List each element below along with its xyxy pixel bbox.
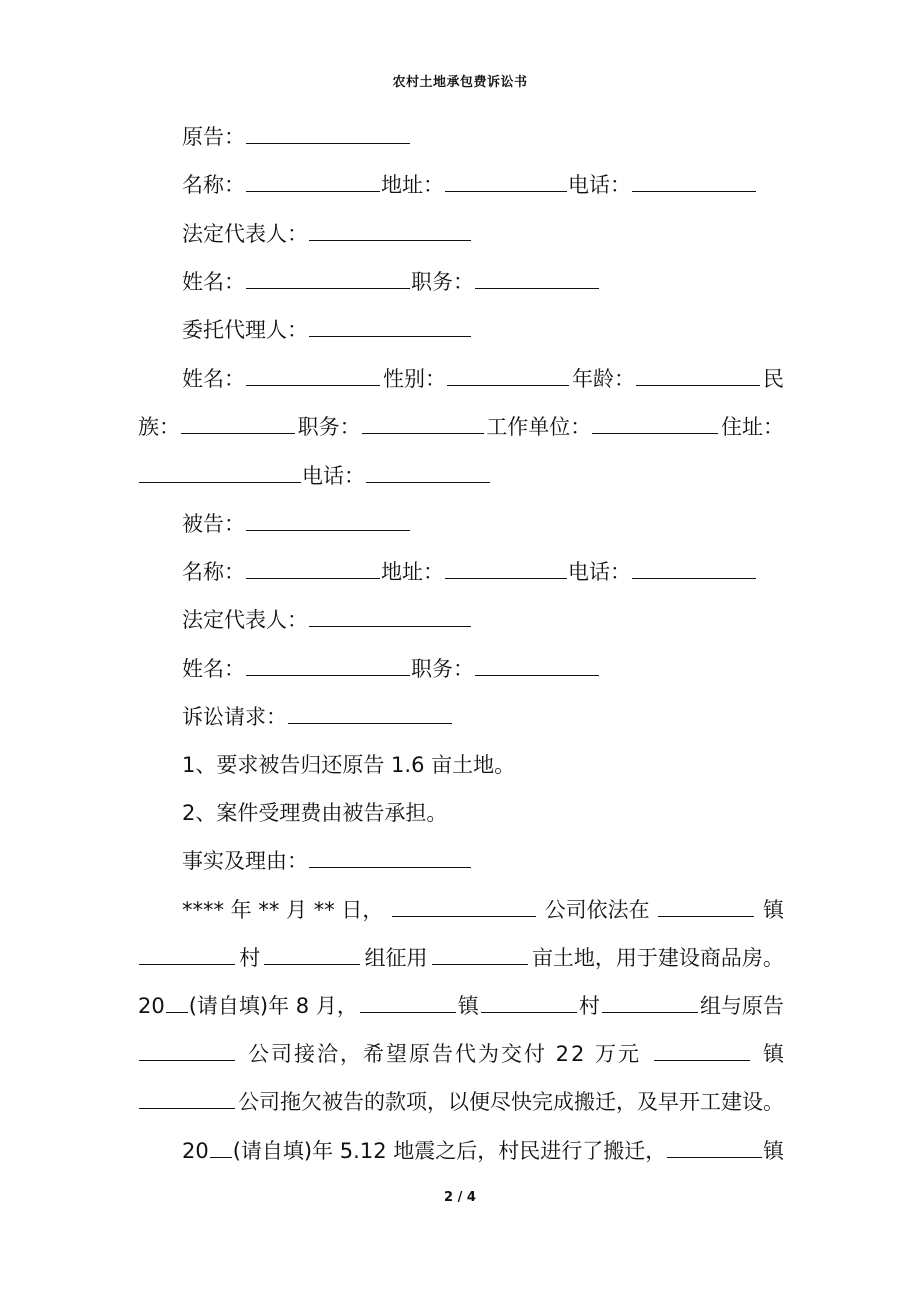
agent-age-blank[interactable] — [636, 384, 760, 386]
facts-p1-line5 — [138, 1087, 784, 1117]
facts-town2-blank[interactable] — [360, 1011, 456, 1013]
defendant-phone-label: 电话： — [568, 560, 631, 584]
plaintiff-legal-rep-label: 法定代表人： — [182, 222, 308, 246]
agent-phone-blank[interactable] — [366, 481, 490, 483]
facts-p1-line1 — [138, 895, 784, 925]
plaintiff-position-label: 职务： — [411, 270, 474, 294]
facts-mu-blank[interactable] — [432, 963, 528, 965]
defendant-person-line — [138, 654, 784, 684]
facts-town3: 镇 — [762, 1042, 784, 1066]
defendant-name-line — [138, 557, 784, 587]
facts-company-blank[interactable] — [392, 915, 536, 917]
document-title: 农村土地承包费诉讼书 — [392, 75, 528, 90]
facts-mu-land: 亩土地，用于建设商品房。 — [531, 946, 784, 970]
facts-town-blank[interactable] — [658, 915, 754, 917]
defendant-address-blank[interactable] — [445, 577, 567, 579]
plaintiff-person-name-blank[interactable] — [246, 287, 410, 289]
defendant-person-name-label: 姓名： — [182, 657, 245, 681]
plaintiff-phone-label: 电话： — [568, 173, 631, 197]
defendant-name-blank[interactable] — [246, 577, 380, 579]
defendant-position-blank[interactable] — [475, 674, 599, 676]
agent-blank[interactable] — [309, 335, 471, 337]
defendant-name-label: 名称： — [182, 560, 245, 584]
plaintiff-person-name-label: 姓名： — [182, 270, 245, 294]
plaintiff-name-line — [138, 170, 784, 200]
agent-name-blank[interactable] — [246, 384, 380, 386]
plaintiff-legal-rep-blank[interactable] — [309, 239, 471, 241]
defendant-phone-blank[interactable] — [632, 577, 756, 579]
facts-p2-town: 镇 — [763, 1139, 784, 1163]
facts-year-prefix: 20 — [138, 994, 165, 1018]
claims-blank[interactable] — [288, 722, 452, 724]
plaintiff-position-blank[interactable] — [475, 287, 599, 289]
plaintiff-line — [138, 122, 784, 152]
plaintiff-person-line — [138, 267, 784, 297]
defendant-legal-rep-line — [138, 605, 784, 635]
facts-year-blank[interactable] — [166, 1011, 188, 1013]
agent-name-label: 姓名： — [182, 367, 245, 391]
facts-company-contact: 公司接洽，希望原告代为交付 22 万元 — [247, 1042, 642, 1066]
claim-item-2: 2、案件受理费由被告承担。 — [182, 801, 448, 825]
facts-p1-line4 — [138, 1039, 784, 1069]
agent-position-blank[interactable] — [362, 432, 484, 434]
agent-ethnicity-blank[interactable] — [181, 432, 295, 434]
agent-info-line — [138, 364, 784, 394]
facts-p2-year-blank[interactable] — [210, 1156, 232, 1158]
facts-p2-text: (请自填)年 5.12 地震之后，村民进行了搬迁， — [232, 1139, 667, 1163]
facts-village-blank[interactable] — [264, 963, 360, 965]
facts-town2: 镇 — [457, 994, 479, 1018]
plaintiff-legal-rep-line — [138, 219, 784, 249]
defendant-address-label: 地址： — [381, 560, 444, 584]
page-number: 2 / 4 — [444, 1190, 476, 1205]
facts-village: 村 — [239, 946, 261, 970]
facts-p1-line2 — [138, 943, 784, 973]
agent-ethnicity-part1: 民 — [763, 367, 784, 391]
agent-gender-label: 性别： — [383, 367, 446, 391]
claims-line — [138, 702, 784, 732]
defendant-line — [138, 509, 784, 539]
facts-blank[interactable] — [309, 866, 471, 868]
plaintiff-phone-blank[interactable] — [632, 190, 756, 192]
agent-phone-label: 电话： — [302, 464, 365, 488]
claims-label: 诉讼请求： — [182, 705, 287, 729]
facts-company-owed: 公司拖欠被告的款项，以便尽快完成搬迁，及早开工建设。 — [238, 1090, 784, 1114]
defendant-position-label: 职务： — [411, 657, 474, 681]
agent-label: 委托代理人： — [182, 318, 308, 342]
facts-town: 镇 — [762, 898, 784, 922]
facts-town3-blank[interactable] — [654, 1059, 750, 1061]
facts-line — [138, 846, 784, 876]
claim-item-1: 1、要求被告归还原告 1.6 亩土地。 — [182, 753, 516, 777]
facts-p2-line1 — [138, 1136, 784, 1166]
plaintiff-address-label: 地址： — [381, 173, 444, 197]
agent-age-label: 年龄： — [572, 367, 635, 391]
facts-fill-year: (请自填)年 8 月， — [188, 994, 358, 1018]
facts-p1-line3 — [138, 991, 784, 1021]
facts-village2: 村 — [578, 994, 600, 1018]
agent-gender-blank[interactable] — [447, 384, 569, 386]
facts-group2-blank[interactable] — [602, 1011, 698, 1013]
defendant-legal-rep-label: 法定代表人： — [182, 608, 308, 632]
agent-workplace-label: 工作单位： — [486, 415, 592, 439]
plaintiff-label: 原告： — [182, 125, 245, 149]
facts-plaintiff-company-blank[interactable] — [139, 1059, 235, 1061]
defendant-person-name-blank[interactable] — [246, 674, 410, 676]
agent-residence-blank[interactable] — [139, 481, 301, 483]
facts-group-requisition: 组征用 — [364, 946, 428, 970]
facts-p2-town-blank[interactable] — [667, 1156, 762, 1158]
agent-position-label: 职务： — [297, 415, 361, 439]
facts-label: 事实及理由： — [182, 849, 308, 873]
facts-date: **** 年 ** 月 ** 日， — [182, 898, 384, 922]
agent-workplace-blank[interactable] — [592, 432, 718, 434]
defendant-label: 被告： — [182, 512, 245, 536]
facts-village2-blank[interactable] — [481, 1011, 577, 1013]
facts-group-with-plaintiff: 组与原告 — [699, 994, 784, 1018]
facts-p2-year-prefix: 20 — [182, 1139, 209, 1163]
facts-owed-company-blank[interactable] — [139, 1107, 235, 1109]
plaintiff-name-blank[interactable] — [246, 190, 380, 192]
plaintiff-address-blank[interactable] — [445, 190, 567, 192]
plaintiff-blank[interactable] — [246, 142, 410, 144]
agent-ethnicity-part2: 族： — [138, 415, 180, 439]
facts-company-law: 公司依法在 — [544, 898, 650, 922]
facts-town-name-blank[interactable] — [139, 963, 235, 965]
agent-line — [138, 315, 784, 345]
plaintiff-name-label: 名称： — [182, 173, 245, 197]
defendant-blank[interactable] — [246, 529, 410, 531]
agent-phone-line — [138, 461, 784, 491]
agent-detail-line — [138, 412, 784, 442]
agent-residence-label: 住址： — [720, 415, 784, 439]
defendant-legal-rep-blank[interactable] — [309, 625, 471, 627]
